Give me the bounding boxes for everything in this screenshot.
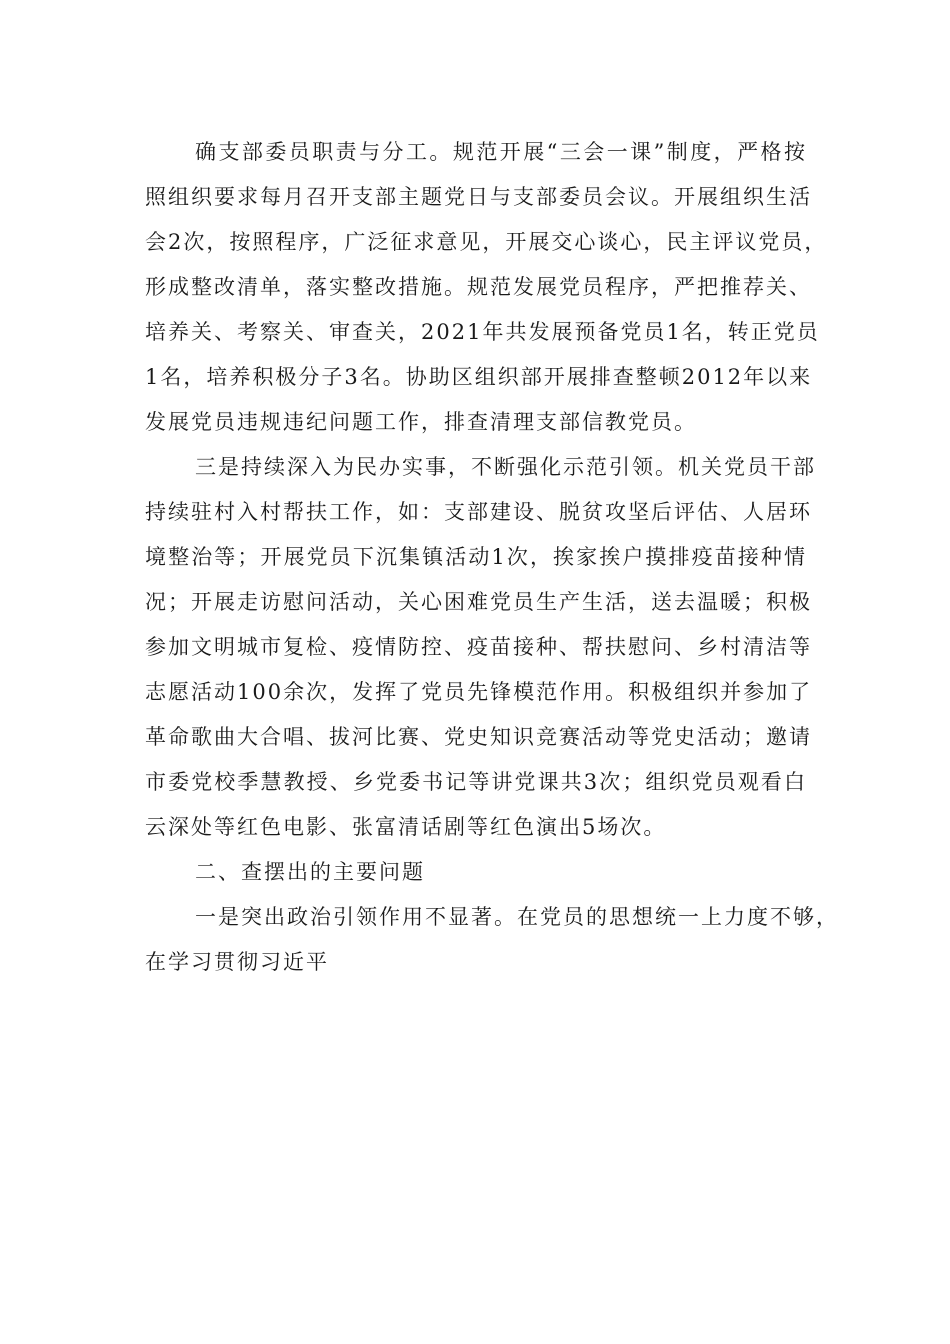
document-body [145, 130, 839, 985]
text-line: 况；开展走访慰问活动，关心困难党员生产生活，送去温暖；积极 [145, 590, 812, 614]
text-line: 市委党校季慧教授、乡党委书记等讲党课共3次；组织党员观看白 [145, 770, 807, 794]
text-line: 境整治等；开展党员下沉集镇活动1次，挨家挨户摸排疫苗接种情 [145, 545, 807, 569]
text-line: 志愿活动100余次，发挥了党员先锋模范作用。积极组织并参加了 [145, 680, 813, 704]
text-line: 革命歌曲大合唱、拔河比赛、党史知识竞赛活动等党史活动；邀请 [145, 725, 812, 749]
text-line: 发展党员违规违纪问题工作，排查清理支部信教党员。 [145, 410, 697, 434]
text-line: 在学习贯彻习近平 [145, 950, 329, 974]
text-line: 二、查摆出的主要问题 [195, 860, 425, 884]
text-line: 三是持续深入为民办实事，不断强化示范引领。机关党员干部 [195, 455, 816, 479]
text-line: 一是突出政治引领作用不显著。在党员的思想统一上力度不够， [195, 905, 839, 929]
text-line: 会2次，按照程序，广泛征求意见，开展交心谈心，民主评议党员， [145, 230, 828, 254]
text-line: 确支部委员职责与分工。规范开展“三会一课”制度，严格按 [195, 140, 807, 164]
text-line: 照组织要求每月召开支部主题党日与支部委员会议。开展组织生活 [145, 185, 812, 209]
text-line: 培养关、考察关、审查关，2021年共发展预备党员1名，转正党员 [145, 320, 820, 344]
text-line: 形成整改清单，落实整改措施。规范发展党员程序，严把推荐关、 [145, 275, 812, 299]
text-line: 1名，培养积极分子3名。协助区组织部开展排查整顿2012年以来 [145, 365, 813, 389]
text-line: 参加文明城市复检、疫情防控、疫苗接种、帮扶慰问、乡村清洁等 [145, 635, 812, 659]
text-line: 持续驻村入村帮扶工作，如：支部建设、脱贫攻坚后评估、人居环 [145, 500, 812, 524]
text-line: 云深处等红色电影、张富清话剧等红色演出5场次。 [145, 815, 667, 839]
